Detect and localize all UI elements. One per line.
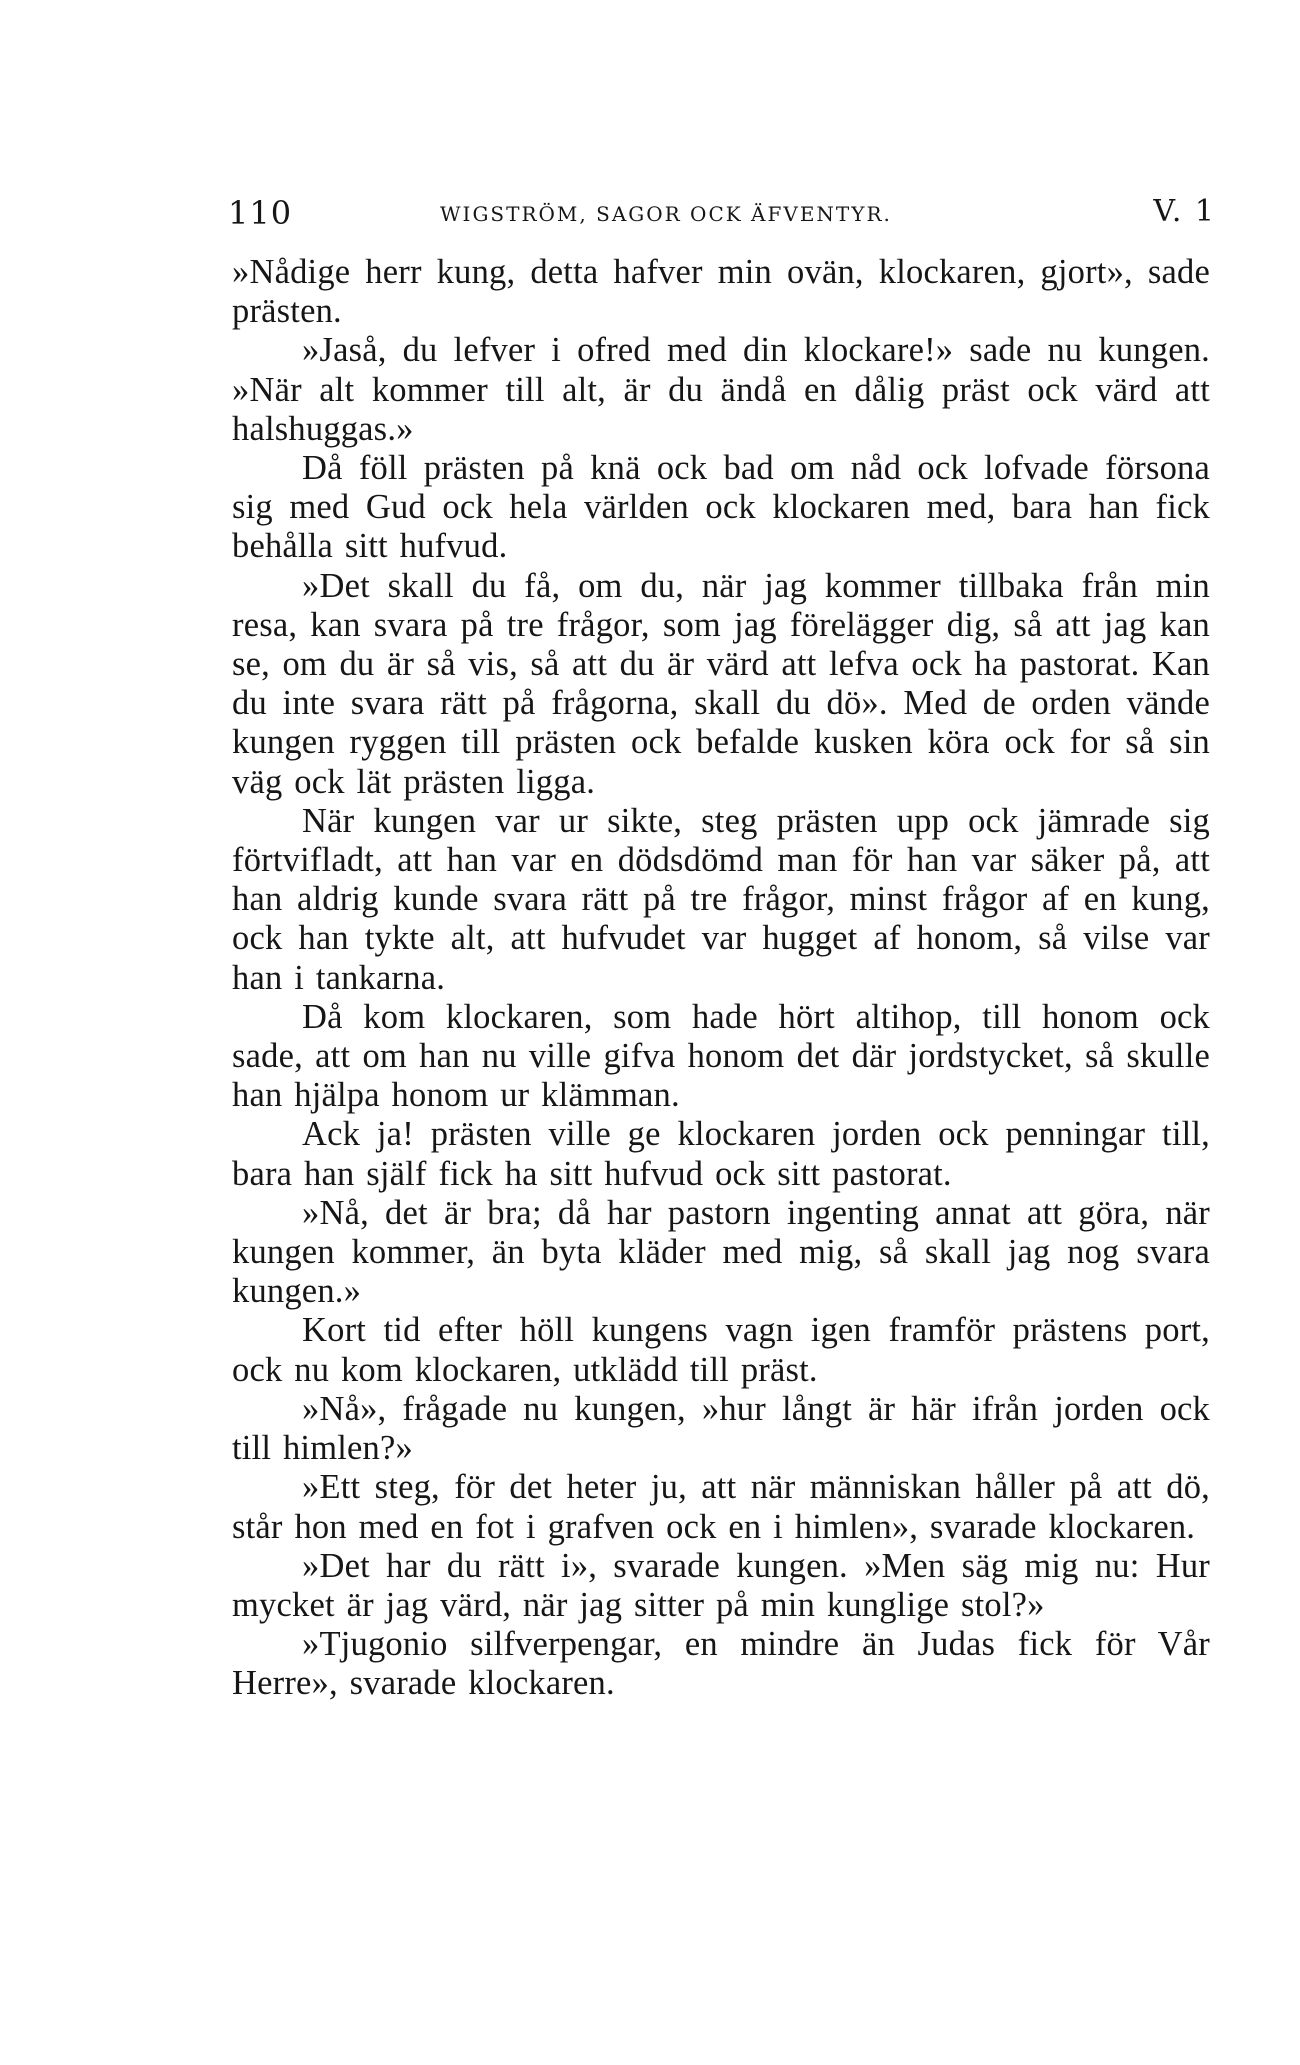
paragraph: Kort tid efter höll kungens vagn igen framför prästens port, ock nu kom klockaren, utklädd till präst. bbox=[232, 1311, 1210, 1389]
page-number: 110 bbox=[228, 194, 293, 232]
paragraph: Då kom klockaren, som hade hört altihop, till honom ock sade, att om han nu ville gifva honom det där jordstycket, så skulle han hjälpa honom ur klämman. bbox=[232, 997, 1210, 1115]
paragraph: »Nå, det är bra; då har pastorn ingenting annat att göra, när kungen kommer, än byta kläder med mig, så skall jag nog svara kungen.» bbox=[232, 1193, 1210, 1311]
paragraph: När kungen var ur sikte, steg prästen upp ock jämrade sig förtvifladt, att han var en dödsdömd man för han var säker på, att han aldrig kunde svara rätt på tre frågor, minst frågor af en kung, ock han tykte alt, att hufvudet var hugget af honom, så vilse var han i tankarna. bbox=[232, 801, 1210, 997]
paragraph: Ack ja! prästen ville ge klockaren jorden ock penningar till, bara han själf fick ha sitt hufvud ock sitt pastorat. bbox=[232, 1115, 1210, 1193]
body-text bbox=[232, 253, 1210, 1704]
paragraph: »Det har du rätt i», svarade kungen. »Men säg mig nu: Hur mycket är jag värd, när jag sitter på min kunglige stol?» bbox=[232, 1546, 1210, 1624]
paragraph: »Jaså, du lefver i ofred med din klockare!» sade nu kungen. »När alt kommer till alt, är du ändå en dålig präst ock värd att halshuggas.» bbox=[232, 331, 1210, 448]
paragraph: »Tjugonio silfverpengar, en mindre än Judas fick för Vår Herre», svarade klockaren. bbox=[232, 1625, 1210, 1703]
page-header bbox=[228, 194, 1216, 238]
running-head: WIGSTRÖM, SAGOR OCK ÄFVENTYR. bbox=[440, 202, 892, 226]
signature-mark: V. 1 bbox=[1153, 194, 1216, 229]
paragraph: Då föll prästen på knä ock bad om nåd ock lofvade försona sig med Gud ock hela världen ock klockaren med, bara han fick behålla sitt hufvud. bbox=[232, 449, 1210, 566]
paragraph: »Det skall du få, om du, när jag kommer tillbaka från min resa, kan svara på tre frågor, som jag förelägger dig, så att jag kan se, om du är så vis, så att du är värd att lefva ock ha pastorat. Kan du inte svara rätt på frågorna, skall du dö». Med de orden vände kungen ryggen till prästen ock befalde kusken köra ock for så sin väg ock lät prästen ligga. bbox=[232, 566, 1210, 801]
paragraph: »Nå», frågade nu kungen, »hur långt är här ifrån jorden ock till himlen?» bbox=[232, 1389, 1210, 1468]
paragraph: »Nådige herr kung, detta hafver min ovän, klockaren, gjort», sade prästen. bbox=[232, 253, 1210, 331]
paragraph: »Ett steg, för det heter ju, att när människan håller på att dö, står hon med en fot i grafven ock en i himlen», svarade klockaren. bbox=[232, 1468, 1210, 1546]
